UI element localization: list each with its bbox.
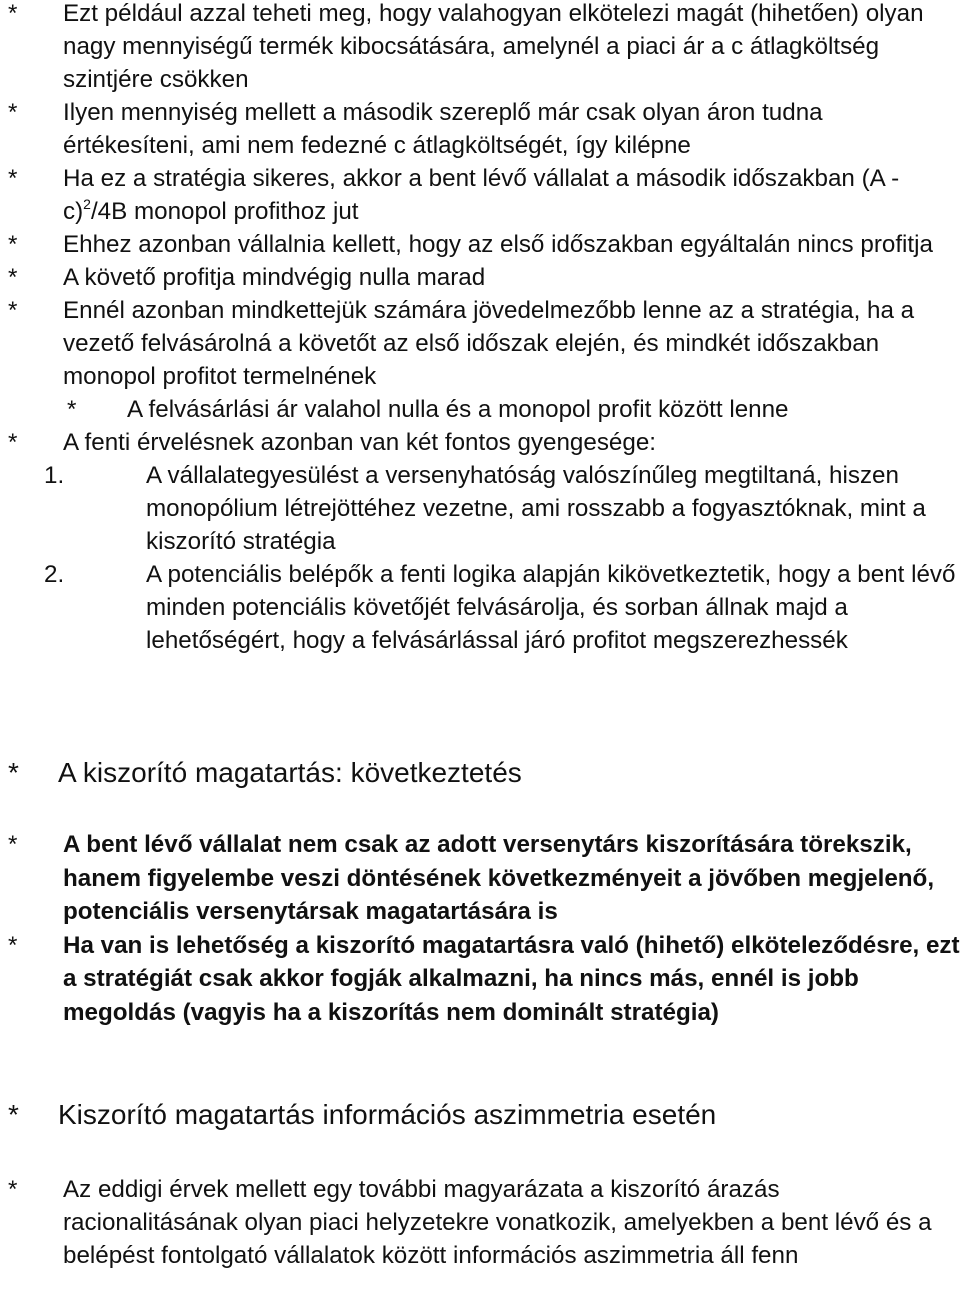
item-text: Ezt például azzal teheti meg, hogy valahogyan elkötelezi magát (hihetően) olyan nagy mennyiségű termék kibocsátására, amelynél a piaci ár a c átlagköltség szintjére csökken [63, 0, 924, 93]
section-heading [0, 1098, 960, 1132]
numbered-item-text: A potenciális belépők a fenti logika alapján kikövetkeztetik, hogy a bent lévő minden potenciális követőjét felvásárolja, és sorban állnak majd a lehetőségért, hogy a felvásárlással járó profitot megszerezhessék [146, 561, 956, 654]
section-heading [0, 756, 960, 790]
bullet-marker: * [8, 297, 18, 324]
formula-exponent: 2 [83, 196, 91, 212]
item-number: 1. [44, 462, 65, 489]
sub-item-text: A felvásárlási ár valahol nulla és a monopol profit között lenne [127, 396, 789, 423]
item-text: Ilyen mennyiség mellett a második szereplő már csak olyan áron tudna értékesíteni, ami nem fedezné c átlagköltségét, így kilépne [63, 99, 823, 159]
bullet-marker: * [8, 264, 18, 291]
sub-list-item [0, 393, 960, 426]
bullet-marker: * [8, 831, 18, 858]
bullet-marker: * [67, 396, 77, 423]
list-item [0, 162, 960, 228]
numbered-item [0, 459, 960, 558]
item-text: A követő profitja mindvégig nulla marad [63, 264, 486, 291]
item-text: Az eddigi érvek mellett egy további magyarázata a kiszorító árazás racionalitásának olyan piaci helyzetekre vonatkozik, amelyekben a bent lévő és a belépést fontolgató vállalatok között információs aszimmetria áll fenn [63, 1176, 932, 1269]
formula-text-pre: Ha ez a stratégia sikeres, akkor a bent lévő vállalat a második időszakban (A - c) [63, 165, 900, 225]
bullet-marker: * [8, 757, 19, 788]
item-text: Ennél azonban mindkettejük számára jövedelmezőbb lenne az a stratégia, ha a vezető felvásárolná a követőt az első időszak elején, és mindkét időszakban monopol profitot termelnének [63, 297, 915, 390]
bullet-marker: * [8, 99, 18, 126]
bullet-marker: * [8, 0, 18, 27]
numbered-item-text: A vállalategyesülést a versenyhatóság valószínűleg megtiltaná, hiszen monopólium létrejöttéhez vezetne, ami rosszabb a fogyasztóknak, mint a kiszorító stratégia [146, 462, 926, 555]
bullet-marker: * [8, 429, 18, 456]
bullet-marker: * [8, 1099, 19, 1130]
list-item [0, 294, 960, 393]
list-item [0, 96, 960, 162]
numbered-item [0, 558, 960, 657]
bullet-marker: * [8, 1176, 18, 1203]
list-item [0, 426, 960, 459]
item-text-formula [0, 162, 960, 228]
weakness-intro: A fenti érvelésnek azonban van két fontos gyengesége: [63, 429, 657, 456]
list-item [0, 228, 960, 261]
item-text: Ehhez azonban vállalnia kellett, hogy az első időszakban egyáltalán nincs profitja [63, 231, 933, 258]
conclusion-text: A bent lévő vállalat nem csak az adott versenytárs kiszorítására törekszik, hanem figyelembe veszi döntésének következményeit a jövőben megjelenő, potenciális versenytársak magatartására is [63, 831, 935, 925]
bullet-marker: * [8, 931, 18, 959]
bullet-marker: * [8, 231, 18, 258]
list-item [0, 1173, 960, 1272]
bullet-marker: * [8, 165, 18, 192]
heading-information-asymmetry: Kiszorító magatartás információs aszimmetria esetén [58, 1099, 717, 1130]
list-item [0, 828, 960, 929]
list-item [0, 261, 960, 294]
section-information-asymmetry [0, 1173, 960, 1272]
formula-text-post: /4B monopol profithoz jut [90, 198, 359, 225]
heading-conclusion: A kiszorító magatartás: következtetés [58, 757, 522, 788]
item-number: 2. [44, 561, 65, 588]
list-item [0, 0, 960, 96]
conclusion-list [0, 828, 960, 1029]
conclusion-text: Ha van is lehetőség a kiszorító magatartásra való (hihető) elköteleződésre, ezt a stratégiát csak akkor fogják alkalmazni, ha nincs más, ennél is jobb megoldás (vagyis ha a kiszorítás nem dominált stratégia) [63, 931, 960, 1026]
list-item [0, 929, 960, 1030]
